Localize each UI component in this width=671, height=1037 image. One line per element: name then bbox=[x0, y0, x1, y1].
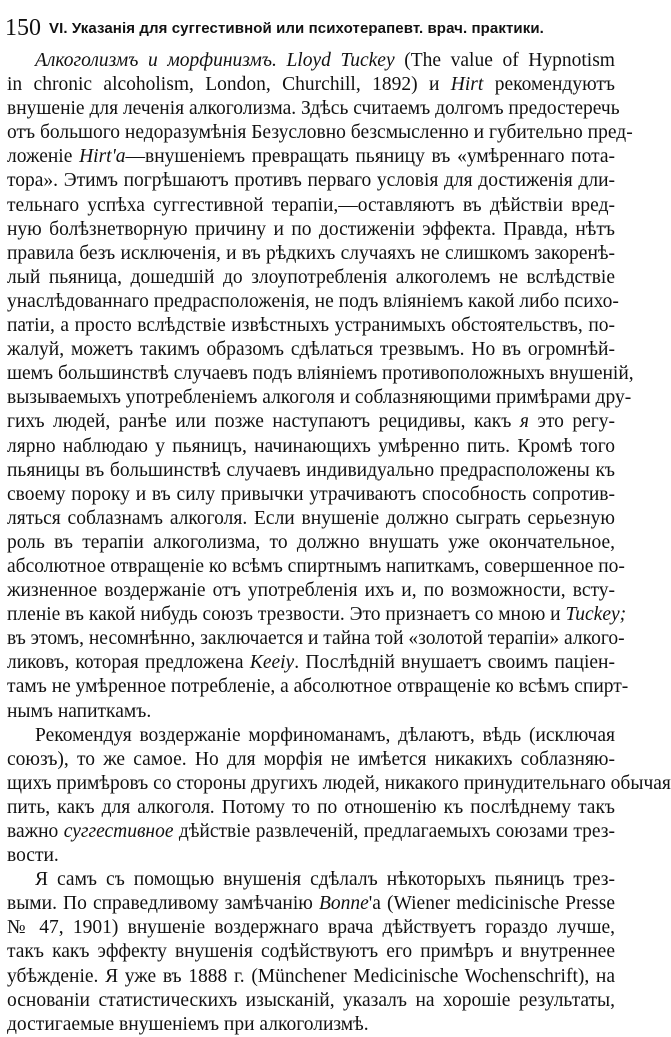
text-line bbox=[7, 651, 615, 675]
text-line bbox=[7, 940, 615, 964]
text-run: нымъ напиткамъ. bbox=[7, 700, 152, 722]
text-line bbox=[7, 242, 615, 266]
text-run: 'a (Wiener medicinische Presse bbox=[368, 893, 615, 915]
text-line bbox=[7, 266, 615, 290]
text-line bbox=[7, 844, 615, 868]
text-line bbox=[7, 314, 615, 338]
text-run: рекомендуютъ bbox=[483, 74, 615, 96]
text-line bbox=[7, 386, 632, 410]
text-run: основаніи статистическихъ изысканій, указалъ на хорошіе результаты, bbox=[7, 989, 615, 1011]
text-run: важно bbox=[7, 821, 64, 842]
text-line bbox=[7, 965, 615, 989]
text-run: выми. По справедливому замѣчанію bbox=[7, 893, 319, 915]
text-line bbox=[7, 73, 615, 97]
text-line bbox=[7, 483, 615, 507]
text-run: —внушеніемъ превращать пьяницу въ «умѣреннаго пота- bbox=[125, 146, 616, 168]
text-run: внушеніе для леченія алкоголизма. Здѣсь считаемъ долгомъ предостеречь bbox=[7, 98, 620, 120]
italic-text: Keeiy bbox=[249, 652, 295, 674]
text-line bbox=[7, 507, 615, 531]
text-run: достигаемые внушеніемъ при алкоголизмѣ. bbox=[7, 1013, 369, 1035]
text-line bbox=[7, 97, 620, 121]
text-line bbox=[7, 892, 615, 916]
text-run: Я самъ съ помощью внушенія сдѣлалъ нѣкоторыхъ пьяницъ трез- bbox=[35, 869, 615, 891]
paragraph bbox=[7, 49, 634, 724]
text-line bbox=[7, 145, 615, 169]
text-run: жизненное воздержаніе отъ употребленія ихъ и, по возможности, всту- bbox=[7, 580, 615, 602]
text-run: . Послѣдній внушаетъ своимъ паціен- bbox=[294, 652, 615, 674]
text-run: вызываемыхъ употребленіемъ алкоголя и соблазняющими примѣрами дру- bbox=[7, 387, 632, 409]
text-run: № 47, 1901) внушеніе воздержнаго врача дѣйствуетъ гораздо лучше, bbox=[7, 917, 615, 939]
text-run: щихъ примѣровъ со стороны другихъ людей, никакого принудительнаго обычая bbox=[7, 772, 671, 794]
text-run: тора». Этимъ погрѣшаютъ противъ перваго условія для достиженія дли- bbox=[7, 170, 615, 192]
text-run: убѣжденіе. Я уже въ 1888 г. (Münchener Medicinische Wochenschrift), на bbox=[7, 965, 615, 987]
text-line bbox=[7, 531, 615, 555]
text-line bbox=[7, 579, 615, 603]
text-line bbox=[7, 989, 615, 1013]
text-line bbox=[7, 772, 671, 796]
text-run: унаслѣдованнаго предрасположенія, не подъ вліяніемъ какой либо психо- bbox=[7, 290, 619, 312]
text-run: Рекомендуя воздержаніе морфиноманамъ, дѣлаютъ, вѣдь (исключая bbox=[35, 724, 615, 746]
text-run: союзъ), то же самое. Но для морфія не имѣется никакихъ соблазняю- bbox=[7, 748, 615, 770]
italic-text: Hirt'a bbox=[79, 146, 126, 168]
text-line bbox=[7, 868, 615, 892]
text-run: ную болѣзнетворную причину и по достиженіи эффекта. Правда, нѣтъ bbox=[7, 218, 615, 240]
text-line bbox=[7, 362, 634, 386]
text-run: патіи, а просто вслѣдствіе извѣстныхъ устранимыхъ обстоятельствъ, по- bbox=[7, 315, 615, 337]
text-run: въ этомъ, несомнѣнно, заключается и тайна той «золотой терапіи» алкого- bbox=[7, 628, 625, 650]
text-line bbox=[7, 724, 615, 748]
text-line bbox=[7, 916, 615, 940]
text-run: ляться соблазнамъ алкоголя. Если внушеніе должно сыграть серьезную bbox=[7, 507, 615, 529]
text-run: тельнаго успѣха суггестивной терапіи,—оставляютъ въ дѣйствіи вред- bbox=[7, 194, 615, 216]
text-run: вости. bbox=[7, 845, 59, 867]
text-line bbox=[7, 194, 615, 218]
text-line bbox=[7, 1013, 615, 1037]
text-run: абсолютное отвращеніе ко всѣмъ спиртнымъ напиткамъ, совершенное по- bbox=[7, 555, 625, 577]
body-text bbox=[7, 49, 671, 1037]
page-header bbox=[5, 10, 615, 40]
text-line bbox=[7, 169, 615, 193]
text-run: пленіе въ какой нибудь союзъ трезвости. Это признаетъ со мною и bbox=[7, 604, 566, 626]
text-run: ликовъ, которая предложена bbox=[7, 652, 250, 674]
text-run: пьяницы въ большинствѣ случаевъ индивидуально предрасположены къ bbox=[7, 459, 615, 481]
text-run: тамъ не умѣренное потребленіе, а абсолютное отвращеніе ко всѣмъ спирт- bbox=[7, 676, 629, 698]
text-line bbox=[7, 459, 615, 483]
text-run: in chronic alcoholism, London, Churchill, 1892) и bbox=[7, 74, 451, 96]
italic-text: Tuckey; bbox=[565, 604, 627, 626]
text-line bbox=[7, 748, 615, 772]
text-run: правила безъ исключенія, и въ рѣдкихъ случаяхъ не слишкомъ закоренѣ- bbox=[7, 242, 615, 264]
text-line bbox=[7, 700, 615, 724]
text-run: гихъ людей, ранѣе или позже наступаютъ рецидивы, какъ bbox=[7, 411, 520, 433]
text-run: это регу- bbox=[528, 411, 616, 433]
italic-text: Алкоголизмъ и морфинизмъ. Lloyd Tuckey bbox=[35, 50, 395, 71]
text-line bbox=[7, 218, 615, 242]
text-run: пить, какъ для алкоголя. Потому то по отношенію къ послѣднему такъ bbox=[7, 796, 615, 818]
italic-text: Bonne bbox=[318, 893, 369, 915]
text-run: такъ какъ эффекту внушенія содѣйствуютъ его примѣръ и внутреннее bbox=[7, 941, 615, 963]
italic-text: я bbox=[519, 411, 529, 433]
text-line bbox=[7, 338, 615, 362]
text-line bbox=[7, 820, 615, 844]
running-title: VI. Указанія для суггестивной или психотерапевт. врач. практики. bbox=[49, 20, 544, 37]
text-line bbox=[7, 121, 633, 145]
text-run: лый пьяница, дошедшій до злоупотребленія алкоголемъ не вслѣдствіе bbox=[7, 266, 615, 288]
paragraph bbox=[7, 724, 671, 869]
text-line bbox=[7, 290, 619, 314]
text-run: дѣйствіе развлеченій, предлагаемыхъ союзами трез- bbox=[173, 821, 615, 842]
text-line bbox=[7, 603, 627, 627]
italic-text: Hirt bbox=[450, 74, 484, 96]
text-run: роль въ терапіи алкоголизма, то должно внушать уже окончательное, bbox=[7, 531, 615, 553]
paragraph bbox=[7, 868, 615, 1037]
text-line bbox=[7, 627, 625, 651]
text-line bbox=[7, 675, 629, 699]
italic-text: суггестивное bbox=[63, 821, 174, 842]
text-line bbox=[7, 555, 625, 579]
text-run: (The value of Hypnotism bbox=[394, 50, 615, 71]
page-number: 150 bbox=[5, 15, 41, 41]
text-run: своему пороку и въ силу привычки утрачиваютъ способность сопротив- bbox=[7, 483, 615, 505]
text-run: ложеніе bbox=[7, 146, 80, 168]
text-run: отъ большого недоразумѣнія Безусловно безсмысленно и губительно пред- bbox=[7, 122, 633, 144]
text-line bbox=[7, 796, 615, 820]
text-line bbox=[7, 410, 615, 434]
text-run: шемъ большинствѣ случаевъ подъ вліяніемъ противоположныхъ внушеній, bbox=[7, 363, 634, 385]
text-line bbox=[7, 49, 615, 73]
text-run: лярно наблюдаю у пьяницъ, начинающихъ умѣренно пить. Кромѣ того bbox=[7, 435, 615, 457]
text-line bbox=[7, 435, 615, 459]
text-run: жалуй, можетъ такимъ образомъ сдѣлаться трезвымъ. Но въ огромнѣй- bbox=[7, 339, 615, 361]
